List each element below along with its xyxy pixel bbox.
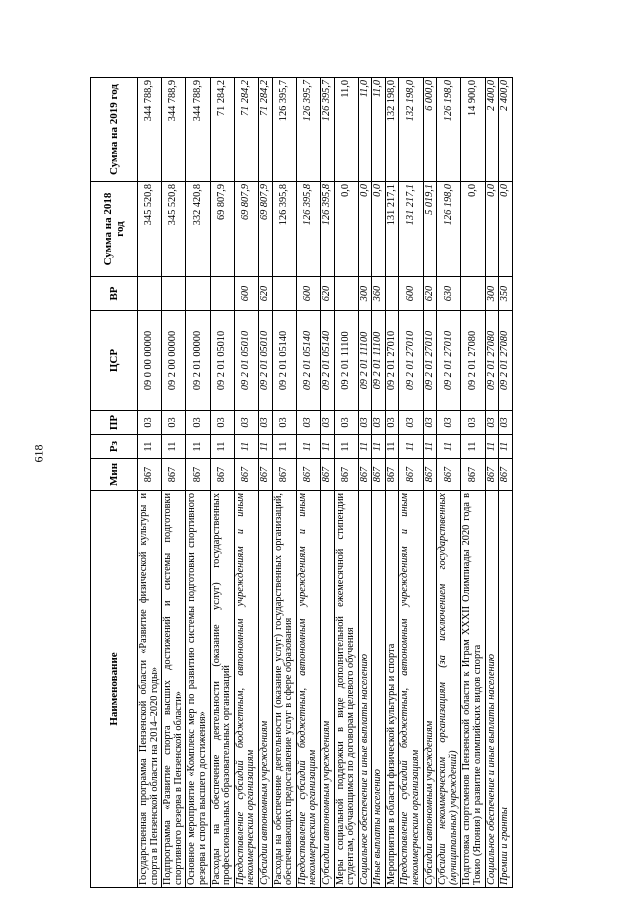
cell-pr: 03	[320, 411, 334, 435]
cell-name: Подготовка спортсменов Пензенской области к Играм XXXII Олимпиады 2020 года в Токио (Япония) и развитие олимпийских видов спорта	[461, 491, 485, 888]
cell-vr	[272, 277, 296, 311]
cell-rz: 11	[186, 435, 210, 459]
cell-sum-2018: 332 420,8	[186, 182, 210, 277]
cell-vr: 620	[320, 277, 334, 311]
cell-csr: 09 2 01 27080	[499, 311, 513, 411]
table-row	[258, 78, 272, 888]
cell-sum-2019: 344 788,9	[162, 78, 186, 182]
cell-name: Государственная программа Пензенской области «Развитие физической культуры и спорта в Пензенской области на 2014–2020 годы»	[138, 491, 162, 888]
cell-csr: 09 2 01 05140	[296, 311, 320, 411]
table-row	[423, 78, 437, 888]
cell-min: 867	[258, 459, 272, 491]
cell-rz: 11	[334, 435, 358, 459]
cell-pr: 03	[296, 411, 320, 435]
cell-rz: 11	[485, 435, 499, 459]
page-number: 618	[31, 444, 46, 463]
cell-sum-2018: 69 807,9	[258, 182, 272, 277]
cell-vr	[461, 277, 485, 311]
cell-name: Расходы на обеспечение деятельности (оказание услуг) государственных организаций, обеспечивающих предоставление услуг в сфере образования	[272, 491, 296, 888]
cell-sum-2018: 126 395,8	[296, 182, 320, 277]
table-row	[138, 78, 162, 888]
table-row	[437, 78, 461, 888]
cell-sum-2019: 11,0	[372, 78, 386, 182]
table-row	[210, 78, 234, 888]
table-row	[334, 78, 358, 888]
cell-sum-2018: 345 520,8	[138, 182, 162, 277]
cell-name: Основное мероприятие «Комплекс мер по развитию системы подготовки спортивного резерва и спорта высшего достижения»	[186, 491, 210, 888]
cell-csr: 09 2 01 27010	[399, 311, 423, 411]
cell-min: 867	[296, 459, 320, 491]
cell-pr: 03	[372, 411, 386, 435]
header-csr: ЦСР	[91, 311, 138, 411]
cell-sum-2018: 0,0	[485, 182, 499, 277]
cell-min: 867	[162, 459, 186, 491]
cell-rz: 11	[272, 435, 296, 459]
cell-name: Иные выплаты населению	[372, 491, 386, 888]
cell-csr: 09 2 01 27010	[437, 311, 461, 411]
cell-pr: 03	[399, 411, 423, 435]
cell-sum-2019: 71 284,2	[258, 78, 272, 182]
cell-min: 867	[186, 459, 210, 491]
cell-sum-2018: 69 807,9	[234, 182, 258, 277]
cell-name: Предоставление субсидий бюджетным, автономным учреждениям и иным некоммерческим организациям	[234, 491, 258, 888]
cell-sum-2019: 132 198,0	[385, 78, 399, 182]
cell-vr	[162, 277, 186, 311]
cell-sum-2018: 345 520,8	[162, 182, 186, 277]
cell-csr: 09 2 01 11100	[372, 311, 386, 411]
cell-sum-2019: 2 400,0	[485, 78, 499, 182]
cell-rz: 11	[138, 435, 162, 459]
cell-name: Меры социальной поддержки в виде дополнительной ежемесячной стипендии студентам, обучающимся по договорам целевого обучения	[334, 491, 358, 888]
cell-sum-2019: 132 198,0	[399, 78, 423, 182]
cell-vr: 300	[485, 277, 499, 311]
header-rz: Рз	[91, 435, 138, 459]
cell-rz: 11	[372, 435, 386, 459]
cell-pr: 03	[499, 411, 513, 435]
cell-min: 867	[485, 459, 499, 491]
cell-name: Социальное обеспечение и иные выплаты населению	[358, 491, 372, 888]
cell-csr: 09 2 01 05140	[272, 311, 296, 411]
cell-min: 867	[334, 459, 358, 491]
cell-rz: 11	[296, 435, 320, 459]
cell-pr: 03	[461, 411, 485, 435]
budget-table	[90, 77, 513, 888]
cell-min: 867	[399, 459, 423, 491]
cell-csr: 09 2 01 05010	[258, 311, 272, 411]
cell-rz: 11	[499, 435, 513, 459]
cell-min: 867	[234, 459, 258, 491]
cell-csr: 09 2 01 05010	[234, 311, 258, 411]
cell-vr: 630	[437, 277, 461, 311]
cell-min: 867	[461, 459, 485, 491]
cell-min: 867	[385, 459, 399, 491]
cell-csr: 09 0 00 00000	[138, 311, 162, 411]
cell-rz: 11	[358, 435, 372, 459]
cell-pr: 03	[162, 411, 186, 435]
cell-sum-2018: 131 217,1	[385, 182, 399, 277]
cell-rz: 11	[234, 435, 258, 459]
cell-min: 867	[272, 459, 296, 491]
header-min: Мин	[91, 459, 138, 491]
table-row	[234, 78, 258, 888]
cell-sum-2019: 344 788,9	[138, 78, 162, 182]
cell-vr	[210, 277, 234, 311]
cell-sum-2018: 126 395,8	[320, 182, 334, 277]
cell-sum-2019: 71 284,2	[234, 78, 258, 182]
cell-pr: 03	[358, 411, 372, 435]
cell-rz: 11	[258, 435, 272, 459]
cell-sum-2019: 126 395,7	[296, 78, 320, 182]
table-row	[320, 78, 334, 888]
cell-min: 867	[423, 459, 437, 491]
cell-sum-2019: 14 900,0	[461, 78, 485, 182]
cell-min: 867	[138, 459, 162, 491]
cell-pr: 03	[334, 411, 358, 435]
cell-vr: 360	[372, 277, 386, 311]
table-row	[272, 78, 296, 888]
cell-vr: 350	[499, 277, 513, 311]
cell-name: Предоставление субсидий бюджетным, автономным учреждениям и иным некоммерческим организациям	[399, 491, 423, 888]
table-row	[186, 78, 210, 888]
cell-name: Расходы на обеспечение деятельности (оказание услуг) государственных профессиональных образовательных организаций	[210, 491, 234, 888]
cell-sum-2019: 11,0	[358, 78, 372, 182]
cell-pr: 03	[437, 411, 461, 435]
cell-sum-2019: 126 198,0	[437, 78, 461, 182]
table-row	[485, 78, 499, 888]
cell-sum-2019: 126 395,7	[320, 78, 334, 182]
cell-name: Социальное обеспечение и иные выплаты населению	[485, 491, 499, 888]
cell-vr	[186, 277, 210, 311]
cell-name: Субсидии автономным учреждениям	[423, 491, 437, 888]
cell-pr: 03	[186, 411, 210, 435]
rotated-page	[90, 78, 640, 888]
cell-sum-2018: 0,0	[372, 182, 386, 277]
header-row	[91, 78, 138, 888]
cell-name: Субсидии автономным учреждениям	[320, 491, 334, 888]
header-name: Наименование	[91, 491, 138, 888]
header-pr: ПР	[91, 411, 138, 435]
header-vr: ВР	[91, 277, 138, 311]
cell-name: Подпрограмма «Развитие спорта высших достижений и системы подготовки спортивного резерва в Пензенской области»	[162, 491, 186, 888]
cell-sum-2018: 126 198,0	[437, 182, 461, 277]
cell-sum-2019: 6 000,0	[423, 78, 437, 182]
cell-min: 867	[499, 459, 513, 491]
cell-pr: 03	[423, 411, 437, 435]
cell-sum-2018: 131 217,1	[399, 182, 423, 277]
cell-name: Субсидии некоммерческим организациям (за исключением государственных (муниципальных) учреждений)	[437, 491, 461, 888]
cell-csr: 09 2 01 27080	[461, 311, 485, 411]
cell-rz: 11	[461, 435, 485, 459]
cell-rz: 11	[423, 435, 437, 459]
cell-sum-2018: 0,0	[461, 182, 485, 277]
cell-pr: 03	[485, 411, 499, 435]
table-row	[499, 78, 513, 888]
cell-rz: 11	[210, 435, 234, 459]
cell-vr: 620	[423, 277, 437, 311]
cell-sum-2019: 2 400,0	[499, 78, 513, 182]
cell-vr: 600	[399, 277, 423, 311]
cell-sum-2018: 5 019,1	[423, 182, 437, 277]
cell-csr: 09 2 01 11100	[358, 311, 372, 411]
cell-csr: 09 2 01 05010	[210, 311, 234, 411]
cell-csr: 09 2 01 27010	[385, 311, 399, 411]
cell-pr: 03	[234, 411, 258, 435]
cell-pr: 03	[210, 411, 234, 435]
cell-vr: 620	[258, 277, 272, 311]
cell-sum-2018: 0,0	[358, 182, 372, 277]
cell-min: 867	[372, 459, 386, 491]
cell-vr: 600	[296, 277, 320, 311]
cell-sum-2019: 71 284,2	[210, 78, 234, 182]
table-row	[372, 78, 386, 888]
cell-csr: 09 2 01 05140	[320, 311, 334, 411]
cell-min: 867	[437, 459, 461, 491]
cell-sum-2019: 344 788,9	[186, 78, 210, 182]
table-row	[296, 78, 320, 888]
header-sum-2018: Сумма на 2018 год	[91, 182, 138, 277]
cell-rz: 11	[385, 435, 399, 459]
cell-sum-2018: 0,0	[499, 182, 513, 277]
cell-sum-2018: 69 807,9	[210, 182, 234, 277]
cell-name: Субсидии автономным учреждениям	[258, 491, 272, 888]
cell-rz: 11	[320, 435, 334, 459]
table-row	[385, 78, 399, 888]
cell-pr: 03	[138, 411, 162, 435]
table-row	[162, 78, 186, 888]
cell-vr: 300	[358, 277, 372, 311]
header-sum-2019: Сумма на 2019 год	[91, 78, 138, 182]
cell-csr: 09 2 01 11100	[334, 311, 358, 411]
cell-name: Предоставление субсидий бюджетным, автономным учреждениям и иным некоммерческим организациям	[296, 491, 320, 888]
cell-min: 867	[358, 459, 372, 491]
cell-sum-2018: 0,0	[334, 182, 358, 277]
cell-csr: 09 2 01 27080	[485, 311, 499, 411]
cell-pr: 03	[258, 411, 272, 435]
cell-sum-2019: 126 395,7	[272, 78, 296, 182]
table-row	[461, 78, 485, 888]
cell-pr: 03	[385, 411, 399, 435]
cell-vr	[138, 277, 162, 311]
cell-min: 867	[210, 459, 234, 491]
cell-csr: 09 2 00 00000	[162, 311, 186, 411]
cell-pr: 03	[272, 411, 296, 435]
cell-min: 867	[320, 459, 334, 491]
cell-name: Премии и гранты	[499, 491, 513, 888]
cell-sum-2018: 126 395,8	[272, 182, 296, 277]
cell-sum-2019: 11,0	[334, 78, 358, 182]
cell-rz: 11	[437, 435, 461, 459]
cell-rz: 11	[162, 435, 186, 459]
cell-vr	[334, 277, 358, 311]
table-row	[358, 78, 372, 888]
cell-vr	[385, 277, 399, 311]
cell-csr: 09 2 01 00000	[186, 311, 210, 411]
cell-csr: 09 2 01 27010	[423, 311, 437, 411]
cell-vr: 600	[234, 277, 258, 311]
cell-rz: 11	[399, 435, 423, 459]
table-row	[399, 78, 423, 888]
cell-name: Мероприятия в области физической культуры и спорта	[385, 491, 399, 888]
